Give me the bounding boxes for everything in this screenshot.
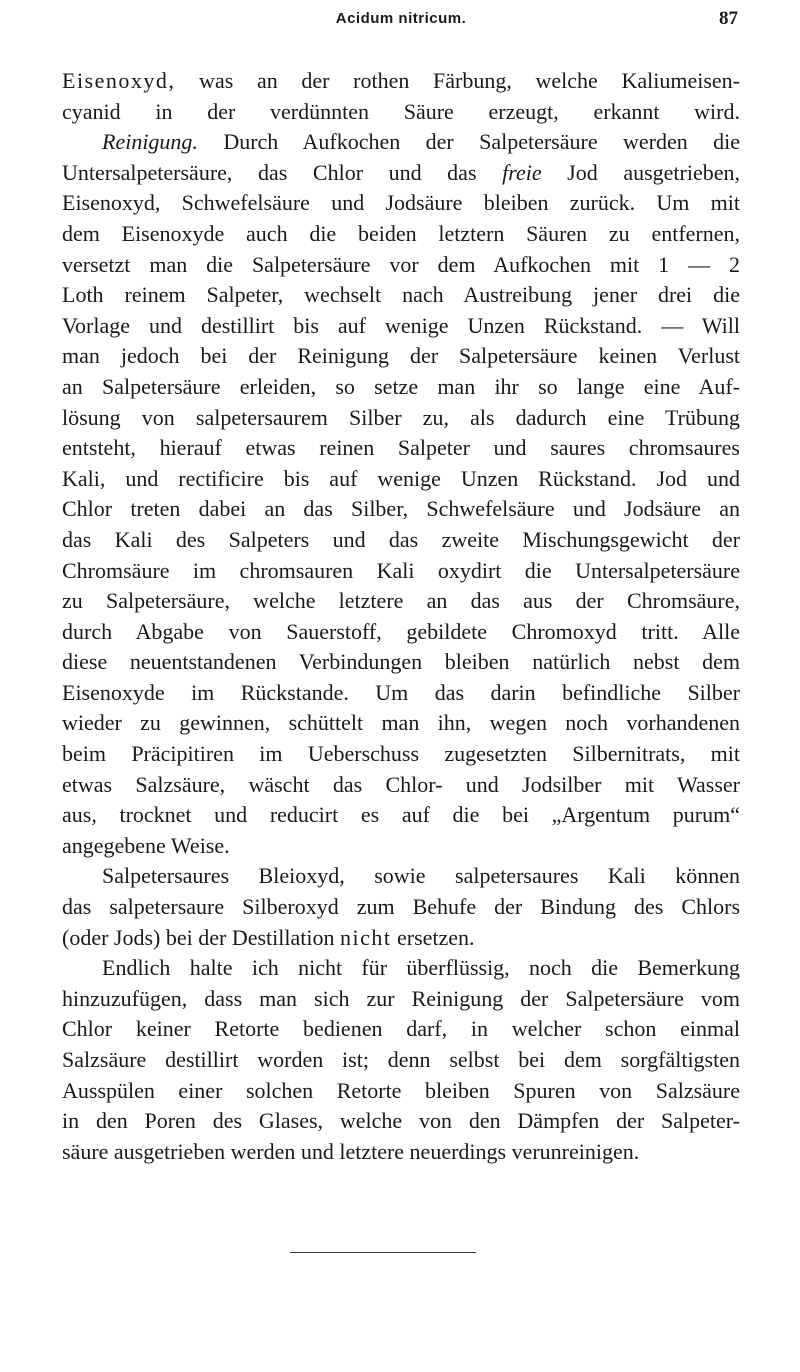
text-line: Vorlage und destillirt bis auf wenige Unzen Rückstand. — Will [62, 312, 740, 338]
book-page [62, 0, 740, 1372]
text-line: an Salpetersäure erleiden, so setze man ihr so lange eine Auf- [62, 373, 740, 399]
text-line: Untersalpetersäure, das Chlor und das freie Jod ausgetrieben, [62, 159, 740, 185]
text-line: Eisenoxyd, Schwefelsäure und Jodsäure bleiben zurück. Um mit [62, 190, 740, 216]
text-line: Chromsäure im chromsauren Kali oxydirt die Untersalpetersäure [62, 557, 740, 583]
text-line: versetzt man die Salpetersäure vor dem Aufkochen mit 1 — 2 [62, 251, 740, 277]
text-line: beim Präcipitiren im Ueberschuss zugesetzten Silbernitrats, mit [62, 741, 740, 767]
text-line: Loth reinem Salpeter, wechselt nach Austreibung jener drei die [62, 282, 740, 308]
text-line: etwas Salzsäure, wäscht das Chlor- und Jodsilber mit Wasser [62, 771, 740, 797]
running-title: Acidum nitricum. [335, 10, 467, 27]
text-line: Reinigung. Durch Aufkochen der Salpetersäure werden die [102, 129, 740, 155]
text-line: das Kali des Salpeters und das zweite Mischungsgewicht der [62, 526, 740, 552]
text-line: zu Salpetersäure, welche letztere an das aus der Chromsäure, [62, 588, 740, 614]
text-line: säure ausgetrieben werden und letztere neuerdings verunreinigen. [62, 1138, 640, 1164]
text-line: Kali, und rectificire bis auf wenige Unzen Rückstand. Jod und [62, 465, 740, 491]
text-line: Endlich halte ich nicht für überflüssig, noch die Bemerkung [102, 955, 740, 981]
text-line: durch Abgabe von Sauerstoff, gebildete Chromoxyd tritt. Alle [62, 618, 740, 644]
text-line: hinzuzufügen, dass man sich zur Reinigung der Salpetersäure vom [62, 985, 740, 1011]
text-line: das salpetersaure Silberoxyd zum Behufe der Bindung des Chlors [62, 894, 740, 920]
text-line: Eisenoxyde im Rückstande. Um das darin befindliche Silber [62, 679, 740, 705]
text-line: Ausspülen einer solchen Retorte bleiben Spuren von Salzsäure [62, 1077, 740, 1103]
running-head [62, 6, 740, 32]
text-line: wieder zu gewinnen, schüttelt man ihn, wegen noch vorhandenen [62, 710, 740, 736]
text-line: cyanid in der verdünnten Säure erzeugt, erkannt wird. [62, 98, 740, 124]
text-line: (oder Jods) bei der Destillation nicht ersetzen. [62, 924, 475, 950]
text-line: dem Eisenoxyde auch die beiden letztern Säuren zu entfernen, [62, 220, 740, 246]
text-line: man jedoch bei der Reinigung der Salpetersäure keinen Verlust [62, 343, 740, 369]
section-divider [290, 1252, 476, 1253]
text-line: Chlor treten dabei an das Silber, Schwefelsäure und Jodsäure an [62, 496, 740, 522]
text-line: angegebene Weise. [62, 832, 230, 858]
page-number: 87 [719, 8, 738, 29]
text-line: diese neuentstandenen Verbindungen bleiben natürlich nebst dem [62, 649, 740, 675]
text-line: Chlor keiner Retorte bedienen darf, in welcher schon einmal [62, 1016, 740, 1042]
text-line: entsteht, hierauf etwas reinen Salpeter und saures chromsaures [62, 435, 740, 461]
text-line: in den Poren des Glases, welche von den Dämpfen der Salpeter- [62, 1108, 740, 1134]
text-line: Salzsäure destillirt worden ist; denn selbst bei dem sorgfältigsten [62, 1047, 740, 1072]
text-line: Salpetersaures Bleioxyd, sowie salpetersaures Kali können [102, 863, 740, 889]
body-text [62, 66, 740, 1167]
text-line: lösung von salpetersaurem Silber zu, als dadurch eine Trübung [62, 404, 740, 430]
text-line: aus, trocknet und reducirt es auf die bei „Argentum purum“ [62, 802, 740, 828]
text-line: Eisenoxyd, was an der rothen Färbung, welche Kaliumeisen- [62, 68, 740, 93]
